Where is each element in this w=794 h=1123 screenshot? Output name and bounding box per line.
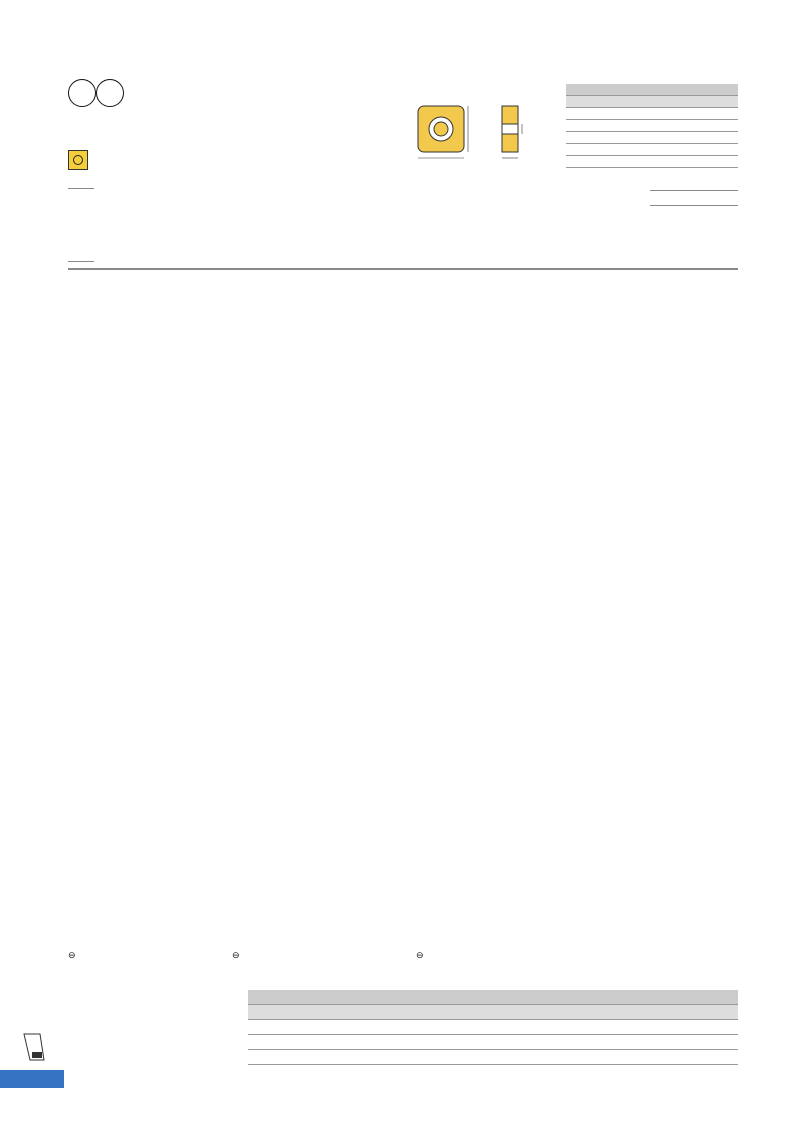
holder-header [493, 1005, 575, 1020]
holder-header [248, 1005, 330, 1020]
circle-icon [96, 79, 124, 107]
machining-item [650, 220, 738, 234]
holder-header [656, 1005, 738, 1020]
circle-icon [68, 79, 96, 107]
link-code-system[interactable]: ⊖ [416, 950, 424, 960]
col-designation [186, 290, 246, 303]
dim-header [609, 96, 652, 108]
holder-row [248, 1050, 738, 1065]
holder-row [248, 1035, 738, 1050]
dim-header [566, 96, 609, 108]
machining-item [650, 206, 738, 220]
holder-header [411, 1005, 493, 1020]
holder-header [575, 1005, 657, 1020]
series-title [68, 74, 124, 117]
col-inserts [92, 290, 142, 303]
machining-title [650, 190, 738, 206]
holder-row [248, 1020, 738, 1035]
dim-row [566, 144, 738, 156]
dim-row [566, 120, 738, 132]
dim-header [652, 96, 695, 108]
holders-title [248, 990, 738, 1005]
dim-row [566, 156, 738, 168]
insert-dimension-drawing [410, 92, 560, 164]
turning-tool-icon [20, 1030, 50, 1066]
tool-holders-table [248, 990, 738, 1065]
holder-header [330, 1005, 412, 1020]
square-shape-icon [68, 150, 88, 170]
shape-label [68, 150, 98, 170]
dimensions-title [566, 84, 738, 96]
dim-header [695, 96, 738, 108]
section-badge [0, 1070, 64, 1088]
dim-row [566, 132, 738, 144]
machining-types [650, 190, 738, 248]
dim-row [566, 108, 738, 120]
link-chip-breaker[interactable]: ⊖ [232, 950, 240, 960]
workpiece-label [68, 188, 94, 262]
insert-grade-table [68, 268, 738, 948]
link-cutting-edge[interactable]: ⊖ [68, 950, 76, 960]
dimensions-table [566, 84, 738, 168]
machining-item [650, 234, 738, 248]
